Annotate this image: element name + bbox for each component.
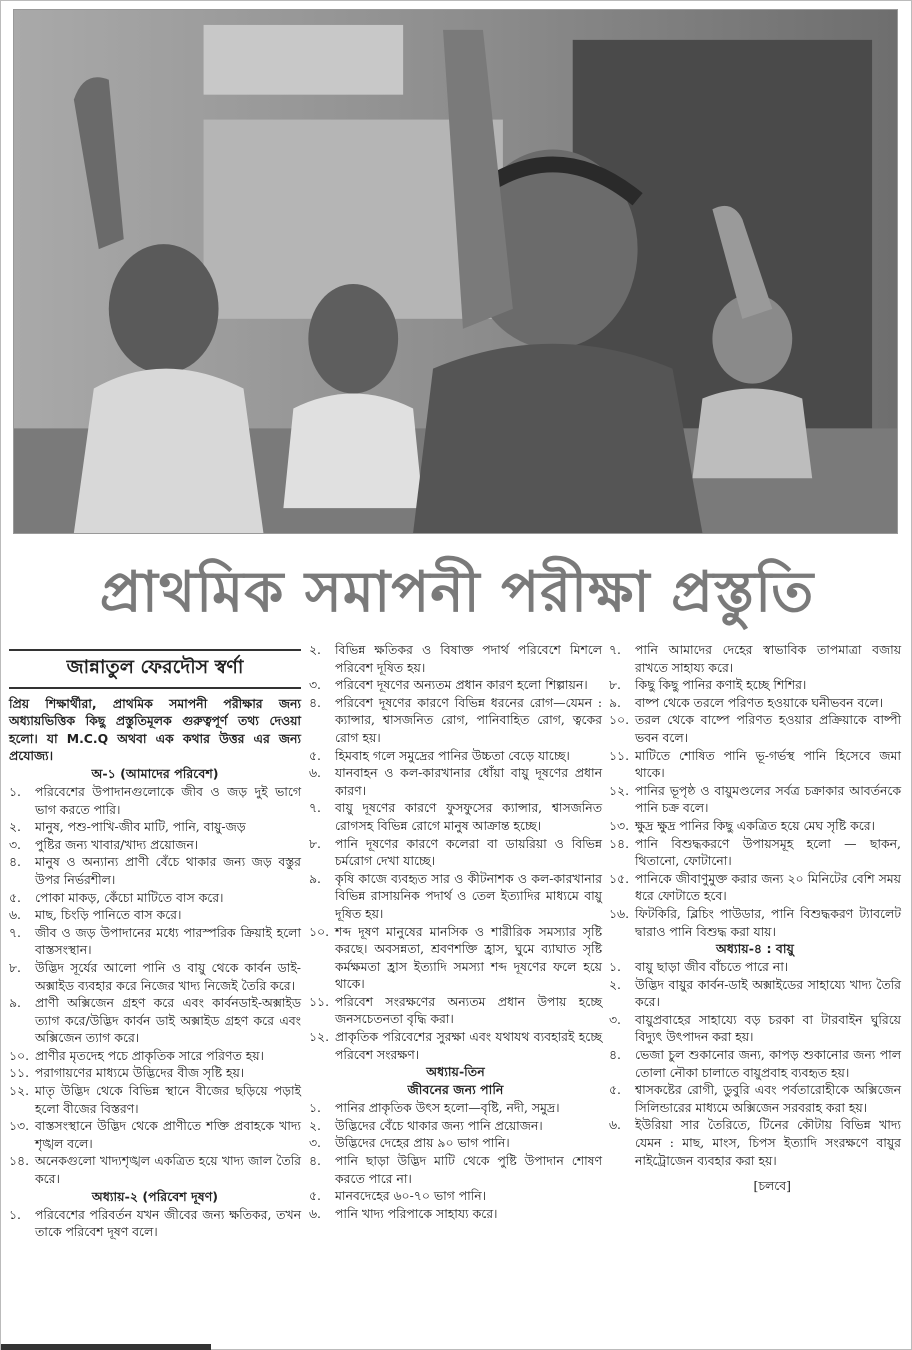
item-number: ২. <box>309 1117 321 1133</box>
item-list <box>309 641 602 1063</box>
item-number: ৩. <box>9 836 21 852</box>
item-number: ১০. <box>609 712 630 728</box>
item-text: বায়ুপ্রবাহের সাহায্যে বড় চরকা বা টারবাইন ঘুরিয়ে বিদ্যুৎ উৎপাদন করা হয়। <box>635 1011 901 1045</box>
item-number: ১৬. <box>609 905 630 921</box>
item-text: পানির ভূপৃষ্ঠ ও বায়ুমণ্ডলের সর্বত্র চক্রাকার আবর্তনকে পানি চক্র বলে। <box>635 782 901 816</box>
column-1 <box>9 641 301 1241</box>
item-list <box>609 641 901 940</box>
list-item <box>609 835 901 870</box>
item-text: প্রাণী অক্সিজেন গ্রহণ করে এবং কার্বনডাই-অক্সাইড ত্যাগ করে/উদ্ভিদ কার্বন ডাই অক্সাইড গ্রহণ করে এবং অক্সিজেন ত্যাগ করে। <box>35 995 301 1046</box>
item-number: ১৩. <box>609 817 630 833</box>
list-item <box>609 694 901 712</box>
item-list <box>9 1206 301 1241</box>
item-number: ১১. <box>9 1065 30 1081</box>
item-number: ৫. <box>309 747 321 763</box>
list-item <box>609 817 901 835</box>
list-item <box>609 676 901 694</box>
list-item <box>309 1117 602 1135</box>
list-item <box>9 959 301 994</box>
list-item <box>609 958 901 976</box>
item-text: মানবদেহের ৬০-৭০ ভাগ পানি। <box>335 1188 487 1204</box>
item-number: ২. <box>9 819 21 835</box>
section-heading-1: অ-১ (আমাদের পরিবেশ) <box>91 765 219 781</box>
item-text: পানি ছাড়া উদ্ভিদ মাটি থেকে পুষ্টি উপাদান শোষণ করতে পারে না। <box>335 1153 602 1186</box>
list-item <box>9 994 301 1047</box>
item-number: ৬. <box>609 1117 621 1133</box>
list-item <box>309 747 602 765</box>
list-item <box>309 799 602 834</box>
item-number: ৮. <box>609 677 621 693</box>
list-item <box>9 818 301 836</box>
item-number: ৭. <box>609 642 621 657</box>
item-number: ৬. <box>9 907 21 923</box>
list-item <box>9 1082 301 1117</box>
list-item <box>609 905 901 940</box>
item-text: ভেজা চুল শুকানোর জন্য, কাপড় শুকানোর জন্য পাল তোলা নৌকা চালাতে বায়ুপ্রবাহ ব্যবহৃত হয়। <box>635 1047 901 1080</box>
item-number: ৪. <box>609 1047 621 1063</box>
item-list <box>609 958 901 1169</box>
item-number: ১. <box>9 783 21 799</box>
item-number: ৬. <box>309 765 321 781</box>
list-item <box>9 1152 301 1187</box>
item-text: বিভিন্ন ক্ষতিকর ও বিষাক্ত পদার্থ পরিবেশে মিশলে পরিবেশ দূষিত হয়। <box>335 642 602 675</box>
item-number: ৫. <box>609 1082 621 1098</box>
item-text: জীব ও জড় উপাদানের মধ্যে পারস্পরিক ক্রিয়াই হলো বাস্তসংস্থান। <box>35 924 301 958</box>
section-subheading-3: জীবনের জন্য পানি <box>407 1082 504 1098</box>
item-text: পরাগায়ণের মাধ্যমে উদ্ভিদের বীজ সৃষ্টি হয়। <box>35 1065 245 1081</box>
list-item <box>309 1205 602 1223</box>
item-text: প্রাণীর মৃতদেহ পচে প্রাকৃতিক সারে পরিণত হয়। <box>35 1047 264 1063</box>
list-item <box>309 870 602 923</box>
list-item <box>609 782 901 817</box>
list-item <box>9 783 301 818</box>
list-item <box>9 889 301 907</box>
item-number: ১৪. <box>9 1153 30 1169</box>
item-text: বায়ু দূষণের কারণে ফুসফুসের ক্যান্সার, শ্বাসজনিত রোগসহ বিভিন্ন রোগে মানুষ আক্রান্ত হচ্ছে। <box>335 800 602 833</box>
item-text: শ্বাসকষ্টের রোগী, ডুবুরি এবং পর্বতারোহীকে অক্সিজেন সিলিন্ডারের মাধ্যমে অক্সিজেন সরবরাহ করা হয়। <box>635 1082 901 1115</box>
item-number: ১১. <box>309 993 330 1009</box>
item-text: বাষ্প থেকে তরলে পরিণত হওয়াকে ঘনীভবন বলে। <box>635 694 884 710</box>
list-item <box>309 835 602 870</box>
list-item <box>9 1064 301 1082</box>
list-item <box>9 1206 301 1241</box>
classroom-photo-illustration <box>14 10 897 533</box>
list-item <box>9 853 301 888</box>
list-item <box>309 993 602 1028</box>
item-number: ২. <box>309 642 321 657</box>
item-text: বায়ু ছাড়া জীব বাঁচতে পারে না। <box>635 959 789 975</box>
item-text: হিমবাহ গলে সমুদ্রের পানির উচ্চতা বেড়ে যাচ্ছে। <box>335 747 570 763</box>
item-text: কিছু কিছু পানির কণাই হচ্ছে শিশির। <box>635 677 807 693</box>
item-number: ১৫. <box>609 870 630 886</box>
item-number: ৩. <box>309 677 321 693</box>
list-item <box>309 923 602 993</box>
item-number: ১০. <box>9 1047 30 1063</box>
item-number: ৫. <box>9 889 21 905</box>
item-number: ৯. <box>309 870 321 886</box>
item-text: উদ্ভিদের বেঁচে থাকার জন্য পানি প্রয়োজন। <box>335 1117 543 1133</box>
item-number: ৪. <box>309 694 321 710</box>
item-text: পানি বিশুদ্ধকরণে উপায়সমূহ হলো — ছাকন, থিতানো, ফোটানো। <box>635 835 901 869</box>
item-text: পানি খাদ্য পরিপাকে সাহায্য করে। <box>335 1205 498 1221</box>
column-2 <box>309 641 602 1222</box>
list-item <box>309 676 602 694</box>
list-item <box>9 836 301 854</box>
item-text: প্রাকৃতিক পরিবেশের সুরক্ষা এবং যথাযথ ব্যবহারই হচ্ছে পরিবেশ সংরক্ষণ। <box>335 1029 602 1062</box>
item-number: ৪. <box>309 1153 321 1169</box>
item-number: ১৩. <box>9 1118 30 1134</box>
item-number: ১০. <box>309 923 330 939</box>
item-text: পরিবেশের উপাদানগুলোকে জীব ও জড় দুই ভাগে ভাগ করতে পারি। <box>35 783 301 817</box>
item-text: ক্ষুদ্র ক্ষুদ্র পানির কিছু একত্রিত হয়ে মেঘ সৃষ্টি করে। <box>635 817 875 833</box>
item-text: বাস্তসংস্থানে উদ্ভিদ থেকে প্রাণীতে শক্তি প্রবাহকে খাদ্য শৃঙ্খল বলে। <box>35 1118 301 1151</box>
item-number: ৬. <box>309 1205 321 1221</box>
item-number: ১২. <box>9 1083 30 1099</box>
list-item <box>609 976 901 1011</box>
item-number: ১২. <box>609 782 630 798</box>
item-number: ১. <box>309 1100 321 1116</box>
item-number: ৯. <box>609 694 621 710</box>
item-number: ১২. <box>309 1029 330 1045</box>
list-item <box>9 1047 301 1065</box>
item-number: ৩. <box>309 1135 321 1151</box>
item-text: কৃষি কাজে ব্যবহৃত সার ও কীটনাশক ও কল-কারখানার বিভিন্ন রাসায়নিক পদার্থ ও তেল ইত্যাদির মাধ্যমে বায়ু দূষিত হয়। <box>335 870 602 921</box>
item-list <box>309 1099 602 1222</box>
list-item <box>609 1046 901 1081</box>
list-item <box>309 1099 602 1117</box>
intro-paragraph: প্রিয় শিক্ষার্থীরা, প্রাথমিক সমাপনী পরীক্ষার জন্য অধ্যায়ভিত্তিক কিছু প্রস্তুতিমূলক গুরুত্বপূর্ণ তথ্য দেওয়া হলো। যা M.C.Q অথবা এক কথার উত্তর এর জন্য প্রযোজ্য। <box>9 695 301 764</box>
item-number: ২. <box>609 976 621 992</box>
item-text: মানুষ, পশু-পাখি-জীব মাটি, পানি, বায়ু-জড় <box>35 819 246 835</box>
item-number: ৭. <box>9 924 21 940</box>
item-text: শব্দ দূষণ মানুষের মানসিক ও শারীরিক সমস্যার সৃষ্টি করছে। অবসন্নতা, শ্রবণশক্তি হ্রাস, ঘুমে ব্যাঘাত সৃষ্টি কর্মক্ষমতা হ্রাস ইত্যাদি সমস্যা শব্দ দূষণের ফলে হয়ে থাকে। <box>335 923 602 992</box>
list-item <box>309 694 602 747</box>
classroom-photo <box>13 9 898 534</box>
item-text: ইউরিয়া সার তৈরিতে, টিনের কৌটায় বিভিন্ন খাদ্য যেমন : মাছ, মাংস, চিপস ইত্যাদি সংরক্ষণে বায়ুর নাইট্রোজেন ব্যবহার করা হয়। <box>635 1117 901 1168</box>
item-text: মাতৃ উদ্ভিদ থেকে বিভিন্ন স্থানে বীজের ছড়িয়ে পড়াই হলো বীজের বিস্তরণ। <box>35 1083 301 1116</box>
list-item <box>309 641 602 676</box>
item-text: পোকা মাকড়, কেঁচো মাটিতে বাস করে। <box>35 889 224 905</box>
item-text: তরল থেকে বাষ্পে পরিণত হওয়ার প্রক্রিয়াকে বাষ্পী ভবন বলে। <box>635 712 901 745</box>
item-number: ১. <box>609 959 621 975</box>
item-number: ৭. <box>309 800 321 816</box>
item-text: পরিবেশ সংরক্ষণের অন্যতম প্রধান উপায় হচ্ছে জনসচেতনতা বৃদ্ধি করা। <box>335 993 602 1027</box>
list-item <box>309 1152 602 1187</box>
item-text: মাটিতে শোষিত পানি ভূ-গর্ভস্থ পানি হিসেবে জমা থাকে। <box>635 747 901 781</box>
item-number: ৪. <box>9 854 21 870</box>
list-item <box>9 906 301 924</box>
item-number: ৩. <box>609 1011 621 1027</box>
item-number: ১১. <box>609 747 630 763</box>
item-text: উদ্ভিদের দেহের প্রায় ৯০ ভাগ পানি। <box>335 1135 510 1151</box>
footer-bar <box>1 1344 211 1350</box>
item-text: পানিকে জীবাণুমুক্ত করার জন্য ২০ মিনিটের বেশি সময় ধরে ফোটাতে হবে। <box>635 870 901 904</box>
list-item <box>309 1028 602 1063</box>
item-text: পরিবেশের পরিবর্তন যখন জীবের জন্য ক্ষতিকর, তখন তাকে পরিবেশ দূষণ বলে। <box>35 1206 301 1240</box>
item-number: ৫. <box>309 1188 321 1204</box>
list-item <box>309 1187 602 1205</box>
list-item <box>9 1117 301 1152</box>
item-number: ৮. <box>309 835 321 851</box>
headline: প্রাথমিক সমাপনী পরীক্ষা প্রস্তুতি <box>99 560 815 625</box>
list-item <box>609 641 901 676</box>
item-text: উদ্ভিদ বায়ুর কার্বন-ডাই অক্সাইডের সাহায্যে খাদ্য তৈরি করে। <box>635 976 901 1010</box>
item-text: পানি আমাদের দেহের স্বাভাবিক তাপমাত্রা বজায় রাখতে সাহায্য করে। <box>635 642 901 675</box>
column-3 <box>609 641 901 1195</box>
item-number: ১. <box>9 1206 21 1222</box>
list-item <box>609 1011 901 1046</box>
item-text: পানি দূষণের কারণে কলেরা বা ডায়রিয়া ও বিভিন্ন চর্মরোগ দেখা যাচ্ছে। <box>335 835 602 869</box>
list-item <box>309 764 602 799</box>
item-text: উদ্ভিদ সূর্যের আলো পানি ও বায়ু থেকে কার্বন ডাই-অক্সাইড ব্যবহার করে নিজের খাদ্য নিজেই তৈরি করে। <box>35 959 301 993</box>
list-item <box>609 711 901 746</box>
item-text: পুষ্টির জন্য খাবার/খাদ্য প্রয়োজন। <box>35 836 199 852</box>
item-text: মাছ, চিংড়ি পানিতে বাস করে। <box>35 907 182 923</box>
list-item <box>609 870 901 905</box>
list-item <box>309 1134 602 1152</box>
list-item <box>9 924 301 959</box>
list-item <box>609 747 901 782</box>
item-number: ৯. <box>9 995 21 1011</box>
item-text: যানবাহন ও কল-কারখানার ধোঁয়া বায়ু দূষণের প্রধান কারণ। <box>335 765 602 798</box>
continued-note: [চলবে] <box>753 1178 791 1194</box>
byline: জান্নাতুল ফেরদৌস স্বর্ণা <box>9 649 301 689</box>
item-list <box>9 783 301 1188</box>
item-text: অনেকগুলো খাদ্যশৃঙ্খল একত্রিত হয়ে খাদ্য জাল তৈরি করে। <box>35 1153 301 1187</box>
item-text: মানুষ ও অন্যান্য প্রাণী বেঁচে থাকার জন্য জড় বস্তুর উপর নির্ভরশীল। <box>35 854 301 887</box>
section-heading-4: অধ্যায়-৪ : বায়ু <box>716 941 794 957</box>
item-text: ফিটকিরি, ব্লিচিং পাউডার, পানি বিশুদ্ধকরণ ট্যাবলেট দ্বারাও পানি বিশুদ্ধ করা যায়। <box>635 905 901 939</box>
item-number: ৮. <box>9 959 21 975</box>
list-item <box>609 1081 901 1116</box>
item-text: পরিবেশ দূষণের কারণে বিভিন্ন ধরনের রোগ—যেমন : ক্যান্সার, শ্বাসজনিত রোগ, পানিবাহিত রোগ, ত্বকের রোগ হয়। <box>335 694 602 745</box>
section-heading-3: অধ্যায়-তিন <box>426 1064 485 1080</box>
item-text: পরিবেশ দূষণের অন্যতম প্রধান কারণ হলো শিল্পায়ন। <box>335 677 588 693</box>
section-heading-2: অধ্যায়-২ (পরিবেশ দূষণ) <box>91 1188 219 1204</box>
item-number: ১৪. <box>609 835 630 851</box>
list-item <box>609 1116 901 1169</box>
item-text: পানির প্রাকৃতিক উৎস হলো—বৃষ্টি, নদী, সমুদ্র। <box>335 1100 560 1116</box>
